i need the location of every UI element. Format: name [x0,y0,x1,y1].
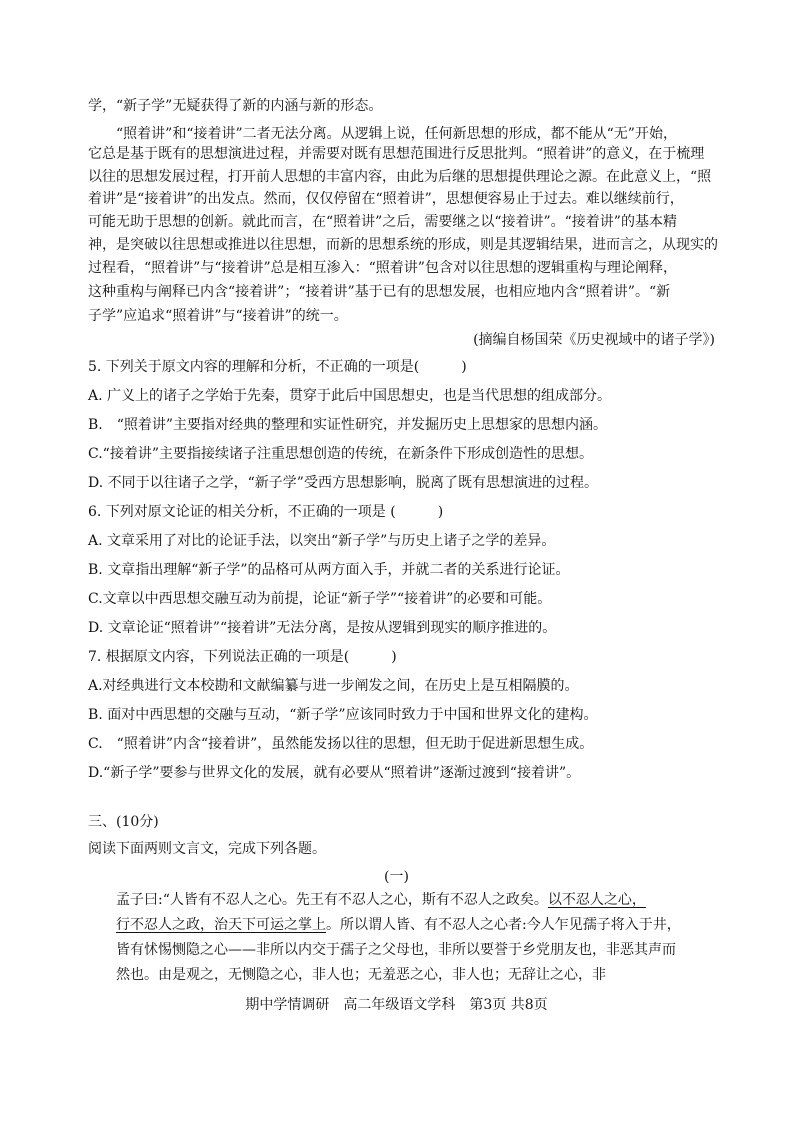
classical-text-line: 皆有怵惕恻隐之心——非所以内交于孺子之父母也，非所以要誉于乡党朋友也，非恶其声而 [116,942,676,958]
classical-text-line [116,891,746,909]
passage-line: 过程看，“照着讲”与“接着讲”总是相互渗入：“照着讲”包含对以往思想的逻辑重构与理论阐释， [88,260,677,276]
question-6-option-c: C.文章以中西思想交融互动为前提，论证“新子学”“接着讲”的必要和可能。 [88,591,552,607]
passage-line: 子学”应追求“照着讲”与“接着讲”的统一。 [88,308,348,324]
classical-text-line [116,916,746,934]
question-6-stem: 6. 下列对原文论证的相关分析，不正确的一项是 ( ) [88,504,444,520]
passage-line: 神，是突破以往思想或推进以往思想，而新的思想系统的形成，则是其逻辑结果，进而言之，从现实的 [88,237,718,253]
passage-line: 以往的思想发展过程，打开前人思想的丰富内容，由此为后继的思想提供理论之源。在此意义上，“照 [88,169,712,185]
passage-source: (摘编自杨国荣《历史视域中的诸子学》) [473,332,715,348]
classical-text-line: 然也。由是观之，无恻隐之心，非人也；无羞恶之心，非人也；无辞让之心，非 [116,967,606,983]
passage-line: 这种重构与阐释已内含“接着讲”；“接着讲”基于已有的思想发展，也相应地内含“照着讲”。“新 [88,284,671,300]
section-3-subheading: (一) [384,869,409,885]
section-3-heading: 三、(10分) [88,814,159,830]
section-3-instruction: 阅读下面两则文言文，完成下列各题。 [88,841,326,857]
question-6-option-d: D. 文章论证“照着讲”“接着讲”无法分离，是按从逻辑到现实的顺序推进的。 [88,620,557,636]
question-7-stem: 7. 根据原文内容，下列说法正确的一项是( ) [88,649,397,665]
question-5-stem: 5. 下列关于原文内容的理解和分析，不正确的一项是( ) [88,359,467,375]
question-5-option-b: B. “照着讲”主要指对经典的整理和实证性研究，并发掘历史上思想家的思想内涵。 [88,417,608,433]
classical-text-segment: 。所以谓人皆、有不忍人之心者:今人乍见孺子将入于井， [326,917,681,933]
question-5-option-c: C.“接着讲”主要指接续诸子注重思想创造的传统，在新条件下形成创造性的思想。 [88,446,593,462]
classical-text-segment: 孟子曰:“人皆有不忍人之心。先王有不忍人之心，斯有不忍人之政矣。 [116,892,548,908]
passage-line: 可能无助于思想的创新。就此而言，在“照着讲”之后，需要继之以“接着讲”。“接着讲”的基本精 [88,214,677,230]
question-7-option-c: C. “照着讲”内含“接着讲”，虽然能发扬以往的思想，但无助于促进新思想生成。 [88,736,594,752]
question-7-option-b: B. 面对中西思想的交融与互动，“新子学”应该同时致力于中国和世界文化的建构。 [88,707,598,723]
page-footer: 期中学情调研 高二年级语文学科 第3页 共8页 [245,997,548,1013]
question-7-option-d: D.“新子学”要参与世界文化的发展，就有必要从“照着讲”逐渐过渡到“接着讲”。 [88,765,581,781]
question-5-option-a: A. 广义上的诸子之学始于先秦，贯穿于此后中国思想史，也是当代思想的组成部分。 [88,388,612,404]
passage-line: “照着讲”和“接着讲”二者无法分离。从逻辑上说，任何新思想的形成，都不能从“无”开始， [116,126,677,142]
question-6-option-b: B. 文章指出理解“新子学”的品格可从两方面入手，并就二者的关系进行论证。 [88,562,570,578]
question-6-option-a: A. 文章采用了对比的论证手法，以突出“新子学”与历史上诸子之学的差异。 [88,533,556,549]
passage-line: 学，“新子学”无疑获得了新的内涵与新的形态。 [88,98,383,114]
classical-text-underlined: 以不忍人之心， [547,892,646,908]
question-5-option-d: D. 不同于以往诸子之学，“新子学”受西方思想影响，脱离了既有思想演进的过程。 [88,475,598,491]
passage-line: 它总是基于既有的思想演进过程，并需要对既有思想范围进行反思批判。“照着讲”的意义，在于梳理 [88,146,705,162]
question-7-option-a: A.对经典进行文本校勘和文献编纂与进一步阐发之间，在历史上是互相隔膜的。 [88,678,579,694]
classical-text-underlined: 行不忍人之政，治天下可运之掌上 [116,917,326,933]
passage-line: 着讲”是“接着讲”的出发点。然而，仅仅停留在“照着讲”，思想便容易止于过去。难以继续前行， [88,191,684,207]
